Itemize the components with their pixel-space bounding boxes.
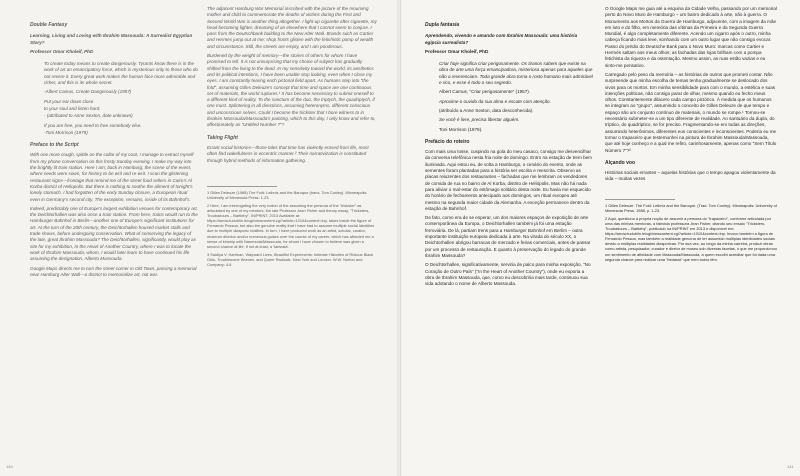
footnote: 2 Here, I am interrogating the very notion of the assuming the persona of the "trickster" as articulated by one of my mentors, the late Professor Jean Fisher and theory essay, "Tricksters, Troubadours – Bartleby", IN/PRINT, 2013 Available at: https://arrow.tudublin.ie/cgi/viewcontent.cgi?article=1010&context=inp, takes inside the figure of Fernando Pessoa, but also the genuine reality that I have had to assume multiple social identities due to multiple diasporic realities. In turn, I have produced work as an artist, scholar, curator, museum director and/or numerous guises over the course of my career, which has afforded me a sense of kinship with Nasrmoda/Massouda, for whom I have chosen to believe was given a second chance at life, if not at least, a 'fantasia'. xyxy=(207,203,375,249)
body-paragraph: The adjacent Hamburg War Memorial inscribed with the picture of the mourning mother and child to commemorate the deaths of victims during the First and Second World War is another thing altogether. I light-up cigarette after cigarette, my head becoming lighter, dreaming of an elsewhere that I cannot seem to conjure. I pass from the Deutschbank building to the New Alter Wall. Brands such as Cartier and Hermes jump out at me; shop fronts glisten with the fetishistic pomp of wealth and circumstance. Still, the streets are empty, and I am ponderous. xyxy=(207,6,377,49)
epigraph-camus-attribution: Albert Camus, "Criar perigosamente" (1957). xyxy=(439,89,531,95)
epigraph-camus: Criar hoje significa criar perigosamente. Os tiranos sabem que existe na obra de arte uma força emancipadora, misteriosa apenas para aqueles que não a reverenciam. Toda grande obra torna o rosto humano mais admirável e rico, e esse é todo o seu segredo. xyxy=(439,61,593,86)
section-heading: Preface to the Script xyxy=(30,142,79,149)
page-number: 141 xyxy=(787,464,794,469)
body-paragraph: O Google Maps me guia até a esquina da Cidade Velha, passando por um memorial perto do Novo Muro de Hamburgo – um bairro dedicado à arte, não à guerra. O Monumento aos Mortos da Guerra de Hamburgo, adjacente, com a imagem da mãe em luto e do filho, em memória das vítimas da Primeira e da Segunda Guerra Mundial, é algo completamente diferente. Acendo um cigarro após o outro, minha cabeça ficando mais leve, sonhando com um outro lugar que não consigo evocar. Passo do prédio do Deutsche Bank para o Novo Muro: marcas como Cartier e Hermès saltam aos meus olhos; as fachadas das lojas brilham com a pompa fetichista da riqueza e da ostentação. Mesmo assim, as ruas estão vazias e eu sinto-me pensativo. xyxy=(605,6,777,68)
section-heading: Taking Flight xyxy=(207,134,238,141)
epigraph-camus: To create today means to create dangerously. Tyrants know there is in the work of art an emancipatory force, which is mysterious only to those who do not revere it. Every great work makes the human face more admirable and richer, and this is its whole secret. xyxy=(44,61,198,86)
body-paragraph: Indeed, predictably one of Europe's largest exhibition venues for contemporary art, the Deichtorhallen was also once a train station. From here, trains would run to the Hamburger Bahnhof in Berlin—another one of Europe's significant institutions for art. At the turn of the 20th century, the Deichtorhallen housed market stalls and trade shows, before undergoing conservation. What of conserving the legacy of the late, great Ibrahim Massouda? The Deichtorhallen, significantly, would play as site for my exhibition, In the Heart of Another Country, where I was to locate the work of Ibrahim Massouda, whom, I would later learn to have continued his life assuming the designation, Alberto Massouda. xyxy=(30,205,198,262)
body-paragraph: De fato, como era de se esperar, um dos maiores espaços de exposição de arte contemporânea da Europa, o Deichtorhallen também já foi uma estação ferroviária. De lá, partiam trens para a Hamburger Bahnhof em Berlim – outra importante instituição europeia dedicada à arte. Na virada do século XX, o Deichtorhallen abrigou barracas de mercado e feiras comerciais, antes de passar por um processo de restauração. E quanto à preservação do legado do grande Ibrahim Massouda? xyxy=(425,215,591,258)
epigraph-morrison-attribution: Toni Morrison (1979). xyxy=(439,126,483,132)
footnote-rule xyxy=(207,186,277,187)
body-paragraph: Com mais uma tosse, cuspindo na gola do meu casaco, consigo me desvencilhar da conversa telefônica nesta fria noite de domingo. Entro na estação de trem bem iluminada. Aqui estou eu, de volta a Hamburgo, o cenário do evento, onde as sementes foram plantadas para a história ser escrita e reescrita. Observo as placas reluzentes dos restaurantes – fachadas que me lembram os vendedores de comida de rua no bairro de Al Korba, distrito de Heliópolis. Mas não há nada para aliviar o mal-estar do estômago solitário desta noite. Eu havia me esquecido do horário de fechamento antecipado aos domingos, um ritual europeu até mesmo na segunda maior cidade da Alemanha. A exceção permanece dentro da estação de Bahnhof. xyxy=(425,149,593,211)
essay-subtitle: Learning, Living and Loving with Ibrahim Massouda: A Surrealist Egyptian Story? xyxy=(30,33,193,45)
epigraph-sexton-line2: to your soul and listen hard. xyxy=(44,105,101,111)
essay-title: Dupla fantasia xyxy=(425,22,460,28)
body-paragraph: Google Maps directs me to turn the street corner in Old Town, passing a memorial near Hamburg Alter Wall—a district to memorialize art, not war. xyxy=(30,265,197,277)
section-heading: Prefácio do roteiro xyxy=(425,138,470,145)
footnote: 1 Gilles Deleuze (1988) The Fold: Leibniz and the Baroque (trans. Tom Conley). Minneapolis: University of Minnesota Press: 1-23. xyxy=(207,189,368,200)
footnote: 2 Aqui, questiono a própria noção de assumir a persona do "trapaceiro", conforme articulada por uma das minhas mentoras, a falecida professora Jean Fisher, citando seu ensaio "Tricksters, Troubadours – Bartleby", publicado na IN/PRINT em 2013 e disponível em: https://arrow.tudublin.ie/cgi/viewcontent.cgi?article=1010&context=inp. Invoco também a figura de Fernando Pessoa, mas também a realidade genuína de ter assumido múltiplas identidades sociais devido a múltiplas realidades diaspóricas. Por sua vez, ao longo da minha carreira, produzi obras como artista, pesquisador, curador e diretor de museu sob diversas facetas, o que me proporcionou um sentimento de afinidade com Massouda/Massouda, a quem escolhi acreditar que foi dada uma segunda chance para realizar uma "fantasia" que nem todos têm. xyxy=(605,215,777,262)
body-paragraph: Burdened by the weight of memory—the stories of others for whom I have promised to tell. It is not unsurprising that my choice of subject has gradually shifted from the living to the dead. In my sensitivity toward the world, its aesthetics and its political intentions, I have been unable stop looking, even when I close my eyes. I am constantly tearing each pictorial field apart. As humans step into "the fold", assuming Gilles Deleuze's concept that time and space are one continuous set of materials, the world ruptures.¹ It has become necessary to submit oneself to a different kind of reality. To the sanctum of the duo, the triptych, the quadriptych, if one must. Splintering in all directions, assuming heteronyms, different conscious and unconscious selves. Could I become the trickster that I bore witness to in Ibrahim Massouda/Massouda's painting, which to this day, I only know and refer to, affectionately as "Untitled Number 7"? xyxy=(207,53,376,128)
epigraph-camus-attribution: -Albert Camus, Create Dangerously (1957) xyxy=(44,89,132,95)
body-paragraph: With one more cough, spittle on the collar of my coat, I manage to extract myself from my phone conversation on this frosty Sunday evening. I make my way into the brightly lit train station. Here I am; back in Hamburg, the scene of the event, where seeds were sown, for history to be writ and re-writ. I scan the glistening restaurant signs—frontage that remind me of the street food sellers in Cairo's Al Korba district of Heliopolis. But there is nothing to soothe the ailment of tonight's lonely stomach. I had forgotten of the early Sunday closure, a European ritual even in Germany's second city. The exception, remains, inside of its Bahnhof's. xyxy=(30,152,194,202)
right-page xyxy=(400,0,800,476)
epigraph-sexton-line1: Put your ear down close xyxy=(44,98,94,104)
body-paragraph: Histórias sociais errantes – aquelas histórias que o tempo apagou violentamente da vida – muitas vezes xyxy=(605,170,776,182)
epigraph-morrison: If you are free, you need to free somebody else. xyxy=(44,122,142,128)
body-paragraph: O Deichtorhallen, significativamente, serviria de palco para minha exposição, "No Coração de Outro País" ("In the Heart of Another Country"), onde eu exporia a obra de Ibrahim Massouda, que, como eu descobriria mais tarde, continuou sua vida adotando o nome de Alberto Massouda. xyxy=(425,262,591,287)
section-heading: Alçando voo xyxy=(605,159,636,166)
epigraph-morrison-attribution: -Toni Morrison (1979) xyxy=(44,129,88,135)
left-col-1 xyxy=(30,22,198,281)
book-gutter xyxy=(397,0,403,476)
left-col-2 xyxy=(207,6,377,270)
essay-subtitle: Aprendendo, vivendo e amando com Ibrahim Massouda: uma história egípcia surrealista? xyxy=(425,33,578,45)
right-col-1 xyxy=(425,22,593,290)
right-col-2 xyxy=(605,6,777,265)
epigraph-sexton: Aproxime o ouvido da sua alma e escute com atenção. xyxy=(439,98,551,104)
epigraph-sexton-attribution: - (attributed to Anne Sexton, date unknown) xyxy=(44,113,133,119)
footnote: 3 Saidiya V. Hartman, Wayward Lives, Beautiful Experiments: Intimate Histories of Riotous Black Girls, Troublesome Women, and Queer Radicals. New York and London: W.W. Norton and Company: 4-6 xyxy=(207,251,374,268)
epigraph-morrison: Se você é livre, precisa libertar alguém. xyxy=(439,117,520,123)
body-paragraph: Errant social histories—those tales that time has violently erased from life, most often find wakefulness in eccentric manner.² Their narrativization is constituted through hybrid methods of information gathering. xyxy=(207,144,369,163)
footnote-rule xyxy=(605,199,675,200)
page-number: 140 xyxy=(6,464,13,469)
essay-title: Double Fantasy xyxy=(30,22,68,28)
epigraph-sexton-attribution: (atribuído a Anne Sexton, data desconhecida). xyxy=(439,107,534,113)
footnote: 1 Gilles Deleuze. The Fold: Leibniz and the Baroque. (Trad. Tom Conley). Minneapolis: University of Minnesota Press, 1988, p. 1-23. xyxy=(605,202,777,213)
essay-author: Professor Omar Kholeif, PhD xyxy=(425,48,489,54)
essay-author: Professor Omar Kholeif, PhD xyxy=(30,48,94,54)
body-paragraph: Carregado pelo peso da memória – as histórias de outros que prometi contar. Não surpreende que minha escolha de temas tenha gradualmente se deslocado dos vivos para os mortos. Em minha sensibilidade para com o mundo, a estética e suas intenções políticas, não consigo parar de olhar, mesmo quando eu fecho meus olhos. Constantemente dilacero cada campo pictórico. À medida que os humanos se integram ao "grupo", assumindo o conceito de Gilles Deleuze de que tempo e espaço são um conjunto contínuo de materiais, o mundo se rompe.¹ Tornou-se necessário submeter-se a um tipo diferente de realidade. Ao santuário da dupla, do tríptico, do quadríptico, se for preciso. Fragmentando-se em todas as direções, assumindo heterônimos, diferentes eus conscientes e inconscientes. Poderia eu me tornar o trapaceiro que testemunhei na pintura de Ibrahim Massouda/Massouda, que até hoje conheço e a qual me refiro, carinhosamente, apenas como "Sem Título Número 7"?² xyxy=(605,71,777,153)
